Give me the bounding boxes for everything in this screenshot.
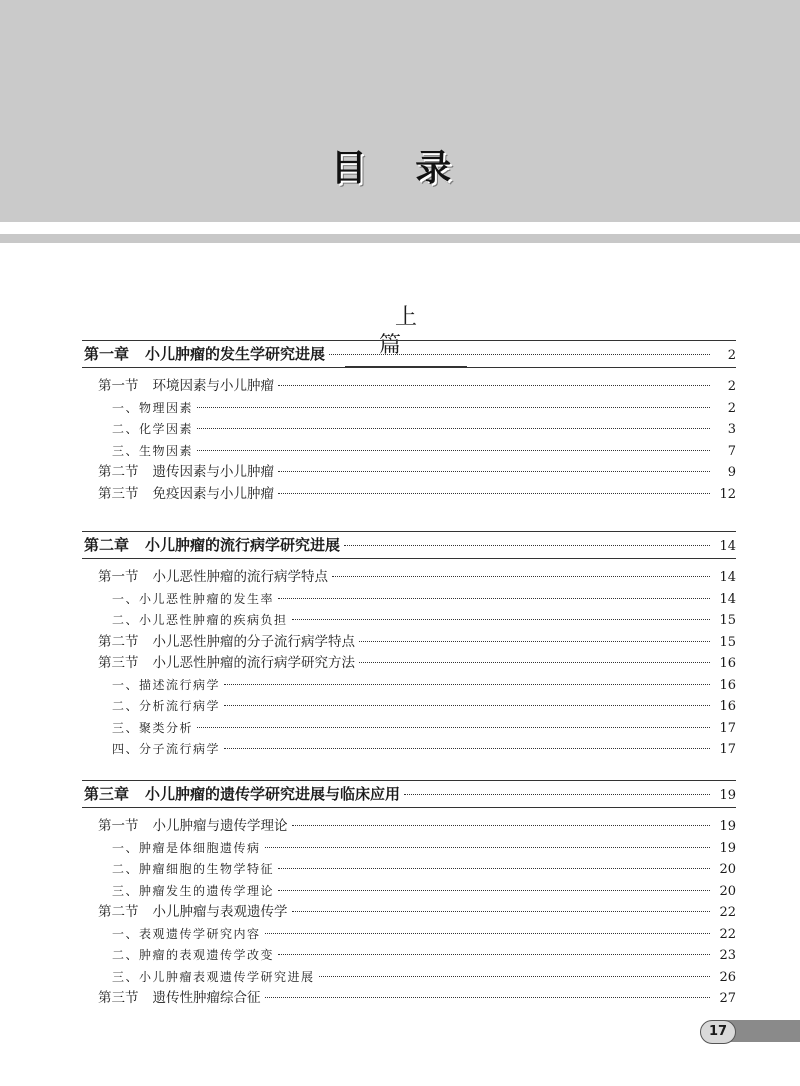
subsection-title: 一、描述流行病学 — [112, 677, 221, 692]
section-number: 第三节 — [98, 990, 139, 1006]
subsection-page: 23 — [719, 948, 736, 963]
chapter-page: 2 — [727, 348, 736, 363]
subsection-page: 20 — [719, 862, 736, 877]
subsection-title: 二、小儿恶性肿瘤的疾病负担 — [112, 613, 288, 627]
dot-leader — [224, 684, 710, 685]
section-number: 第二节 — [98, 904, 139, 920]
subsection-entry[interactable] — [82, 739, 736, 761]
subsection-entry[interactable] — [82, 398, 736, 420]
chapter-heading[interactable] — [82, 341, 736, 368]
dot-leader — [197, 407, 710, 408]
subsection-title: 二、化学因素 — [112, 422, 194, 436]
dot-leader — [265, 933, 710, 934]
section-entry[interactable] — [82, 462, 736, 484]
dot-leader — [278, 890, 710, 891]
dot-leader — [197, 450, 710, 451]
subsection-page: 3 — [727, 422, 736, 437]
section-number: 第一节 — [98, 569, 139, 585]
subsection-title: 三、小儿肿瘤表观遗传学研究进展 — [112, 969, 315, 984]
page-title: 目 录 — [330, 148, 470, 189]
subsection-page: 14 — [719, 591, 736, 607]
dot-leader — [197, 428, 710, 429]
dot-leader — [319, 976, 710, 977]
subsection-title: 二、分析流行病学 — [112, 699, 221, 713]
dot-leader — [224, 748, 710, 749]
header-band — [0, 234, 800, 243]
section-entry[interactable] — [82, 902, 736, 924]
subsection-page: 2 — [727, 400, 736, 416]
subsection-entry[interactable] — [82, 838, 736, 860]
chapter-block — [82, 780, 736, 1010]
subsection-title: 一、物理因素 — [112, 400, 194, 415]
section-page: 2 — [727, 379, 736, 394]
section-page: 9 — [727, 465, 736, 480]
section-entry[interactable] — [82, 988, 736, 1010]
chapter-heading[interactable] — [82, 532, 736, 559]
subsection-title: 一、表观遗传学研究内容 — [112, 926, 261, 941]
subsection-entry[interactable] — [82, 859, 736, 881]
dot-leader — [292, 911, 711, 912]
subsection-page: 15 — [719, 613, 736, 628]
section-page: 19 — [719, 819, 736, 834]
chapter-block — [82, 531, 736, 761]
subsection-page: 16 — [719, 699, 736, 714]
section-title: 小儿肿瘤与遗传学理论 — [152, 818, 288, 834]
subsection-entry[interactable] — [82, 419, 736, 441]
section-title: 小儿恶性肿瘤的流行病学特点 — [152, 569, 328, 585]
section-number: 第二节 — [98, 633, 139, 650]
section-title: 小儿恶性肿瘤的流行病学研究方法 — [152, 655, 355, 671]
dot-leader — [332, 576, 710, 577]
page-number-badge: 17 — [700, 1020, 736, 1044]
section-title: 免疫因素与小儿肿瘤 — [152, 485, 274, 502]
dot-leader — [197, 727, 710, 728]
dot-leader — [329, 354, 710, 355]
subsection-title: 一、肿瘤是体细胞遗传病 — [112, 840, 261, 855]
dot-leader — [278, 385, 710, 386]
subsection-page: 16 — [719, 677, 736, 693]
section-page: 16 — [719, 656, 736, 671]
subsection-entry[interactable] — [82, 881, 736, 903]
section-page: 22 — [719, 905, 736, 920]
subsection-title: 三、生物因素 — [112, 443, 194, 458]
subsection-page: 17 — [719, 742, 736, 757]
subsection-entry[interactable] — [82, 589, 736, 611]
subsection-entry[interactable] — [82, 945, 736, 967]
chapter-heading[interactable] — [82, 781, 736, 808]
section-title: 遗传因素与小儿肿瘤 — [152, 464, 274, 480]
section-entry[interactable] — [82, 816, 736, 838]
subsection-page: 17 — [719, 720, 736, 736]
dot-leader — [278, 471, 710, 472]
subsection-entry[interactable] — [82, 967, 736, 989]
dot-leader — [278, 954, 710, 955]
section-number: 第二节 — [98, 464, 139, 480]
subsection-page: 7 — [727, 443, 736, 459]
subsection-title: 二、肿瘤的表观遗传学改变 — [112, 948, 275, 962]
subsection-title: 四、分子流行病学 — [112, 742, 221, 756]
section-title: 环境因素与小儿肿瘤 — [152, 378, 274, 394]
section-number: 第一节 — [98, 378, 139, 394]
subsection-entry[interactable] — [82, 924, 736, 946]
chapter-number: 第一章 — [84, 345, 130, 363]
dot-leader — [344, 545, 710, 546]
section-entry[interactable] — [82, 653, 736, 675]
section-page: 15 — [719, 634, 736, 650]
section-page: 27 — [719, 991, 736, 1006]
subsection-page: 26 — [719, 969, 736, 985]
dot-leader — [278, 598, 710, 599]
chapter-page: 19 — [719, 788, 736, 803]
chapter-number: 第三章 — [84, 785, 130, 803]
subsection-page: 20 — [719, 883, 736, 899]
subsection-title: 三、肿瘤发生的遗传学理论 — [112, 883, 275, 898]
dot-leader — [265, 997, 711, 998]
section-entry[interactable] — [82, 567, 736, 589]
section-entry[interactable] — [82, 484, 736, 506]
section-title: 遗传性肿瘤综合征 — [152, 990, 261, 1006]
dot-leader — [224, 705, 710, 706]
section-entry[interactable] — [82, 376, 736, 398]
dot-leader — [278, 868, 710, 869]
subsection-title: 三、聚类分析 — [112, 720, 194, 735]
subsection-page: 22 — [719, 926, 736, 942]
section-number: 第一节 — [98, 818, 139, 834]
dot-leader — [292, 825, 711, 826]
part-heading: 上 篇 — [345, 304, 467, 367]
subsection-entry[interactable] — [82, 441, 736, 463]
subsection-entry[interactable] — [82, 675, 736, 697]
dot-leader — [292, 619, 710, 620]
chapter-page: 14 — [719, 539, 736, 554]
dot-leader — [404, 794, 710, 795]
dot-leader — [359, 662, 710, 663]
section-page: 12 — [719, 486, 736, 502]
section-entry[interactable] — [82, 632, 736, 654]
subsection-title: 一、小儿恶性肿瘤的发生率 — [112, 591, 275, 606]
subsection-entry[interactable] — [82, 718, 736, 740]
section-page: 14 — [719, 570, 736, 585]
chapter-number: 第二章 — [84, 536, 130, 554]
section-title: 小儿肿瘤与表观遗传学 — [152, 904, 288, 920]
chapter-title: 小儿肿瘤的遗传学研究进展与临床应用 — [145, 785, 401, 803]
subsection-entry[interactable] — [82, 610, 736, 632]
dot-leader — [359, 641, 710, 642]
dot-leader — [278, 493, 710, 494]
section-number: 第三节 — [98, 655, 139, 671]
dot-leader — [265, 847, 710, 848]
section-title: 小儿恶性肿瘤的分子流行病学特点 — [152, 633, 355, 650]
chapter-title: 小儿肿瘤的发生学研究进展 — [145, 345, 326, 363]
subsection-page: 19 — [719, 840, 736, 856]
subsection-title: 二、肿瘤细胞的生物学特征 — [112, 862, 275, 876]
section-number: 第三节 — [98, 485, 139, 502]
chapter-title: 小儿肿瘤的流行病学研究进展 — [145, 536, 341, 554]
subsection-entry[interactable] — [82, 696, 736, 718]
chapter-block — [82, 340, 736, 505]
